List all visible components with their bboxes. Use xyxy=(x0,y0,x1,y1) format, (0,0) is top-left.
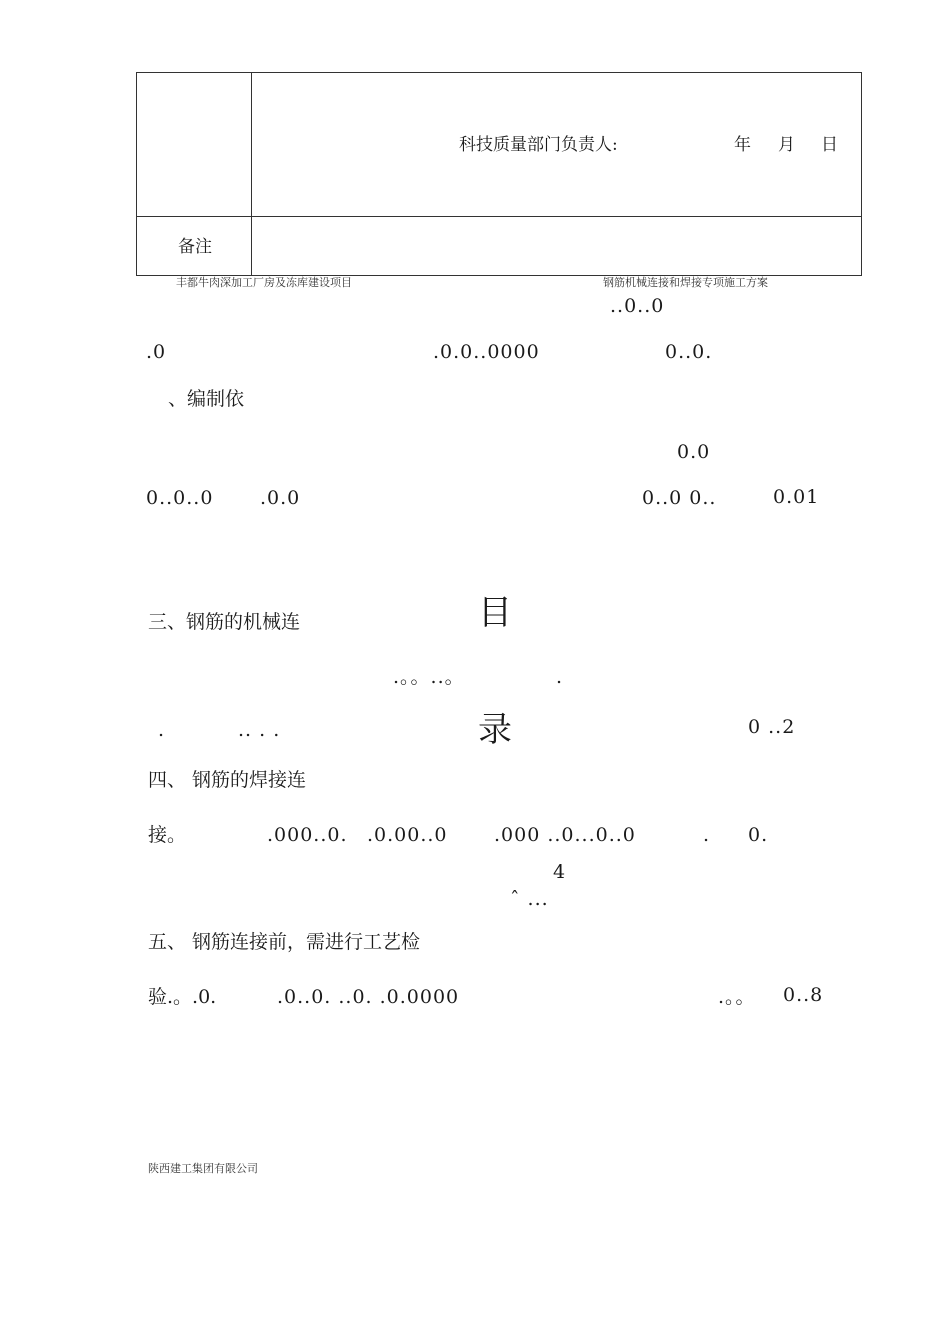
toc-fragment: .0..0. ..0. .0.0000 xyxy=(277,986,460,1008)
toc-fragment: .0.0..0000 xyxy=(433,341,540,363)
toc-heading-mechanical-connection: 三、钢筋的机械连 xyxy=(148,611,301,633)
approval-table xyxy=(136,72,862,276)
toc-fragment: ˆ ... xyxy=(510,888,549,910)
toc-fragment: 0. xyxy=(748,824,769,846)
toc-fragment: .0 xyxy=(146,341,167,363)
toc-heading-welding-connection: 四、 钢筋的焊接连 xyxy=(148,769,307,791)
toc-title-char-2: 录 xyxy=(478,710,512,751)
toc-fragment: 0..0..0 xyxy=(146,487,214,509)
toc-fragment: 0..0. xyxy=(665,341,713,363)
toc-fragment: .000 ..0...0..0 xyxy=(494,824,636,846)
approval-signature-label: 科技质量部门负责人: xyxy=(459,135,618,155)
toc-fragment: 0..0 0.. xyxy=(642,487,717,509)
toc-fragment: . xyxy=(556,666,564,688)
toc-fragment: .000..0. xyxy=(267,824,348,846)
toc-fragment: 0.0 xyxy=(677,441,711,463)
table-divider-vertical xyxy=(251,73,252,275)
table-divider-horizontal xyxy=(137,216,861,217)
date-month-label: 月 xyxy=(778,135,795,155)
toc-fragment: 验.。.0. xyxy=(148,986,217,1008)
date-year-label: 年 xyxy=(734,135,751,155)
toc-fragment: ..0..0 xyxy=(610,295,665,317)
header-document-title: 钢筋机械连接和焊接专项施工方案 xyxy=(603,276,768,289)
header-project-name: 丰都牛肉深加工厂房及冻库建设项目 xyxy=(176,276,352,289)
toc-fragment: . xyxy=(158,719,166,741)
toc-fragment: .0.00..0 xyxy=(367,824,448,846)
toc-fragment: .. . . xyxy=(238,719,281,741)
toc-page-number: 4 xyxy=(553,861,567,883)
toc-fragment: . xyxy=(703,824,711,846)
toc-fragment: .0.0 xyxy=(260,487,301,509)
toc-title xyxy=(465,516,525,790)
toc-fragment: 0 ..2 xyxy=(748,716,796,738)
toc-fragment: .。。 xyxy=(718,986,756,1008)
date-day-label: 日 xyxy=(821,135,838,155)
toc-fragment: 0..8 xyxy=(783,984,824,1006)
toc-fragment: 0.01 xyxy=(773,486,820,508)
toc-title-char-1: 目 xyxy=(478,593,512,634)
remark-label: 备注 xyxy=(178,237,212,257)
toc-fragment: .。。..。 xyxy=(393,666,465,688)
footer-company-name: 陕西建工集团有限公司 xyxy=(148,1162,258,1175)
toc-fragment: 接。 xyxy=(148,824,187,846)
toc-heading-process-test: 五、 钢筋连接前，需进行工艺检 xyxy=(148,931,421,953)
toc-heading-compilation-basis: 、编制依 xyxy=(168,388,245,410)
